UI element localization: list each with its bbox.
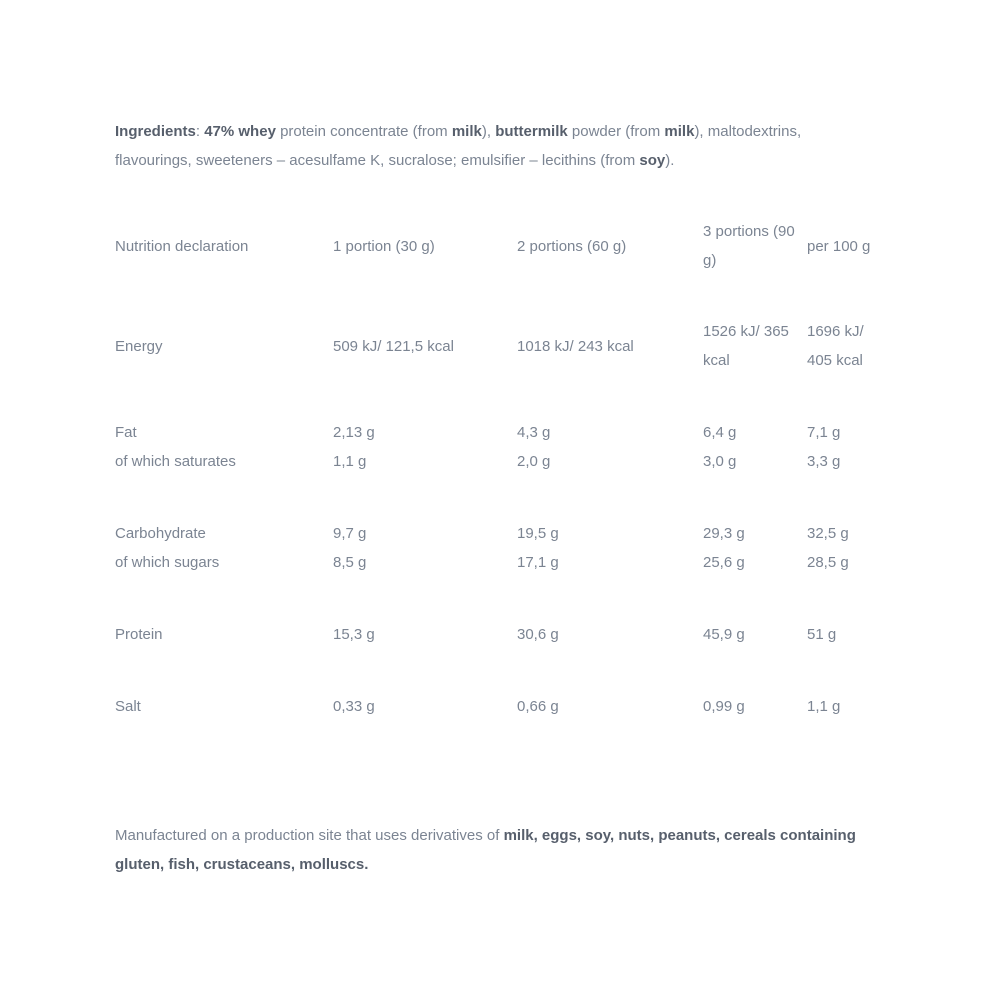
table-row-saturates [115, 447, 877, 476]
value-cell: 25,6 g [703, 554, 745, 571]
table-row-energy [115, 275, 877, 375]
table-row-salt [115, 649, 877, 721]
value-cell: 1526 kJ/ 365 kcal [703, 323, 789, 369]
table-row-fat [115, 375, 877, 447]
allergen-soy: soy [639, 152, 666, 169]
ingredients-text: ), [481, 123, 496, 140]
table-header-row [115, 217, 877, 275]
allergen-milk: milk [664, 123, 695, 140]
value-cell: 1,1 g [333, 453, 367, 470]
value-cell: 7,1 g [807, 424, 841, 441]
value-cell: 3,3 g [807, 453, 841, 470]
value-cell: 30,6 g [517, 626, 559, 643]
value-cell: 29,3 g [703, 525, 745, 542]
nutrition-declaration-table [115, 217, 877, 721]
value-cell: 3,0 g [703, 453, 737, 470]
value-cell: 0,99 g [703, 698, 745, 715]
allergen-notice-paragraph [115, 821, 877, 879]
row-label: Fat [115, 424, 137, 441]
allergen-milk: milk [451, 123, 482, 140]
value-cell: 1018 kJ/ 243 kcal [517, 337, 634, 355]
product-details-section [115, 117, 877, 879]
header-3-portions: 3 portions (90 g) [703, 223, 795, 269]
row-label: Salt [115, 698, 141, 715]
table-row-protein [115, 577, 877, 649]
row-label: of which saturates [115, 453, 236, 470]
ingredient-whey: 47% whey [204, 123, 276, 140]
ingredients-text: protein concentrate (from [275, 123, 452, 140]
table-row-sugars [115, 548, 877, 577]
value-cell: 9,7 g [333, 525, 367, 542]
value-cell: 0,33 g [333, 698, 375, 715]
ingredients-paragraph [115, 117, 877, 175]
value-cell: 45,9 g [703, 626, 745, 643]
header-per-100g: per 100 g [807, 237, 871, 255]
value-cell: 0,66 g [517, 698, 559, 715]
value-cell: 509 kJ/ 121,5 kcal [333, 337, 454, 355]
row-label: Carbohydrate [115, 525, 206, 542]
allergen-list: milk, eggs, soy, nuts, peanuts, cereals containing gluten, fish, crustaceans, molluscs. [115, 827, 856, 873]
row-label: of which sugars [115, 554, 220, 571]
ingredients-label: Ingredients [115, 123, 196, 140]
allergen-notice-text: Manufactured on a production site that uses derivatives of [115, 827, 504, 844]
table-row-carbohydrate [115, 476, 877, 548]
row-label: Energy [115, 337, 163, 355]
ingredient-buttermilk: buttermilk [495, 123, 568, 140]
value-cell: 1,1 g [807, 698, 841, 715]
value-cell: 32,5 g [807, 525, 849, 542]
header-2-portions: 2 portions (60 g) [517, 237, 627, 255]
value-cell: 4,3 g [517, 424, 551, 441]
value-cell: 2,0 g [517, 453, 551, 470]
value-cell: 28,5 g [807, 554, 849, 571]
ingredients-text: ). [665, 152, 675, 169]
ingredients-text: : [195, 123, 205, 140]
value-cell: 1696 kJ/ 405 kcal [807, 323, 864, 369]
value-cell: 15,3 g [333, 626, 375, 643]
value-cell: 8,5 g [333, 554, 367, 571]
value-cell: 51 g [807, 626, 837, 643]
row-label: Protein [115, 626, 163, 643]
value-cell: 17,1 g [517, 554, 559, 571]
ingredients-text: ), maltodextrins, flavourings, sweeteners – acesulfame K, sucralose; emulsifier – lecithins (from [115, 123, 802, 169]
header-nutrition-declaration: Nutrition declaration [115, 237, 249, 255]
ingredients-text: powder (from [567, 123, 665, 140]
value-cell: 19,5 g [517, 525, 559, 542]
value-cell: 6,4 g [703, 424, 737, 441]
header-1-portion: 1 portion (30 g) [333, 237, 435, 255]
value-cell: 2,13 g [333, 424, 375, 441]
